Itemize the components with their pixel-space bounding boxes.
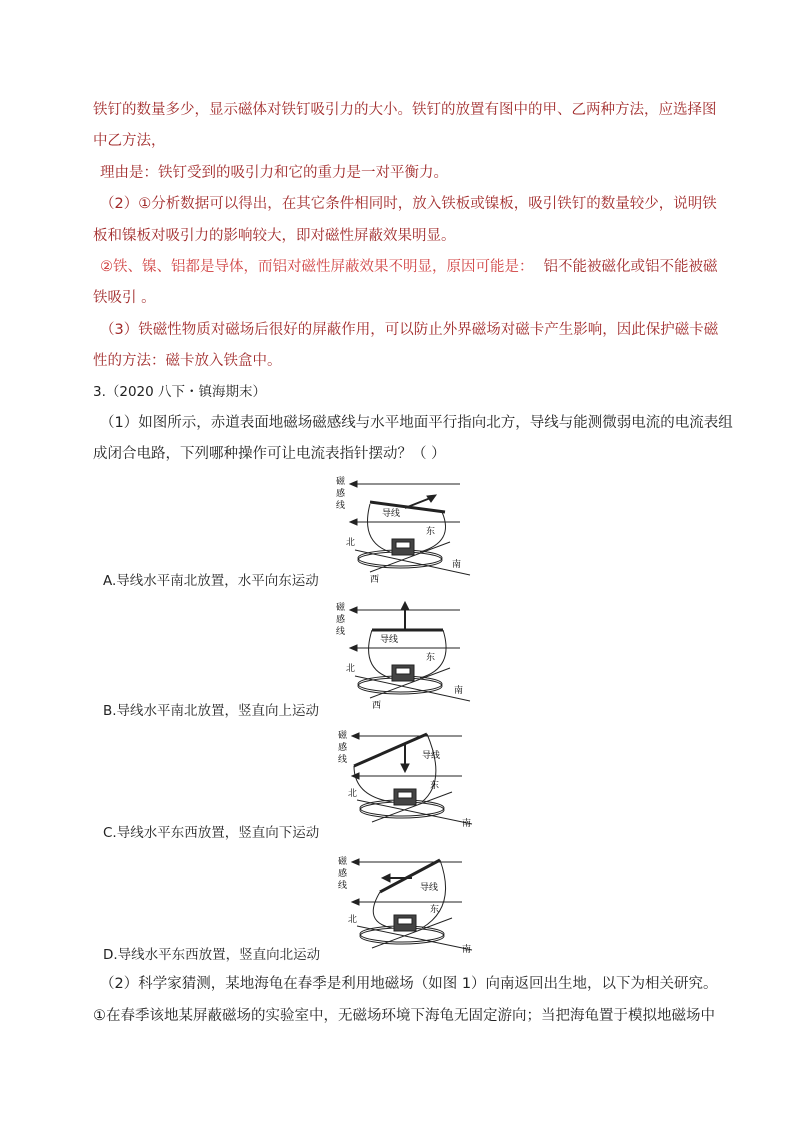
question-3-2-text-b: ①在春季该地某屏蔽磁场的实验室中，无磁场环境下海龟无固定游向；当把海龟置于模拟地磁场中 [93, 1008, 715, 1024]
arrowhead [401, 764, 409, 772]
label-west: 西 [370, 575, 380, 584]
answer-line-5a: （3）铁磁性物质对磁场后很好的屏蔽作用，可以防止外界磁场对磁卡产生影响，因此保护磁卡磁 [100, 322, 719, 338]
label-south: 南 [454, 686, 464, 696]
answer-line-5b: 性的方法：磁卡放入铁盒中。 [93, 353, 282, 369]
arrowhead [382, 874, 390, 882]
ammeter-dial [398, 792, 412, 798]
label-wire: 导线 [380, 635, 399, 645]
label-wire: 导线 [382, 509, 401, 519]
label-north: 北 [346, 538, 356, 548]
loop-wire [354, 766, 392, 802]
label-xian: 线 [338, 881, 348, 891]
ammeter-dial [396, 668, 410, 674]
label-gan: 感 [338, 869, 348, 879]
loop-wire [422, 860, 446, 928]
arrowhead [350, 519, 357, 525]
arrowhead [352, 733, 359, 739]
label-ci: 磁 [336, 477, 346, 487]
label-xian: 线 [336, 627, 346, 637]
ammeter-dial [398, 918, 412, 924]
arrowhead [350, 607, 357, 613]
answer-line-3b: 板和镍板对吸引力的影响较大，即对磁性屏蔽效果明显。 [93, 228, 456, 244]
arrowhead [352, 899, 359, 905]
label-ci: 磁 [336, 603, 346, 613]
arrowhead [427, 495, 436, 502]
label-xian: 线 [338, 755, 348, 765]
option-a[interactable]: A.导线水平南北放置，水平向东运动 [103, 573, 319, 589]
option-d[interactable]: D.导线水平东西放置，竖直向北运动 [103, 947, 321, 963]
answer-line-1a: 铁钉的数量多少，显示磁体对铁钉吸引力的大小。铁钉的放置有图中的甲、乙两种方法，应选择图 [93, 102, 717, 118]
label-wire: 导线 [420, 883, 439, 893]
label-east: 东 [430, 905, 440, 915]
answer-line-4b: 铁吸引 。 [93, 290, 156, 306]
figure-a [330, 472, 480, 584]
label-north: 北 [348, 789, 358, 799]
ammeter-dial [396, 542, 410, 548]
loop-wire [373, 892, 392, 928]
answer-line-3a: （2）①分析数据可以得出，在其它条件相同时，放入铁板或镍板，吸引铁钉的数量较少，说明铁 [100, 196, 717, 212]
label-east: 东 [430, 781, 440, 791]
arrowhead [401, 602, 409, 610]
question-3-2-text-a: （2）科学家猜测，某地海龟在春季是利用地磁场（如图 1）向南返回出生地，以下为相关研究。 [100, 976, 718, 992]
conductor-wire [354, 734, 427, 766]
label-east: 东 [426, 527, 436, 537]
answer-line-2: 理由是：铁钉受到的吸引力和它的重力是一对平衡力。 [100, 165, 448, 181]
figure-d [332, 852, 482, 956]
label-ci: 磁 [338, 731, 348, 741]
answer-line-4a-prefix: ②铁、镍、铝都是导体，而铝对磁性屏蔽效果不明显，原因可能是： [100, 259, 534, 275]
label-east: 东 [426, 653, 436, 663]
label-ci: 磁 [338, 857, 348, 867]
label-west: 西 [372, 701, 382, 710]
answer-line-4a [100, 257, 718, 277]
label-gan: 感 [336, 489, 346, 499]
option-c[interactable]: C.导线水平东西放置，竖直向下运动 [103, 825, 320, 841]
arrowhead [350, 481, 357, 487]
figure-b [330, 598, 480, 710]
answer-line-1b: 中乙方法， [93, 133, 166, 149]
option-b[interactable]: B.导线水平南北放置，竖直向上运动 [103, 703, 320, 719]
answer-line-4a-answer: 铝不能被磁化或铝不能被磁 [543, 259, 718, 275]
question-3-text-a: （1）如图所示，赤道表面地磁场磁感线与水平地面平行指向北方，导线与能测微弱电流的电流表组 [100, 415, 733, 431]
label-south: 南 [462, 945, 472, 955]
question-3-header: 3.（2020 八下・镇海期末） [93, 384, 267, 400]
label-gan: 感 [336, 615, 346, 625]
label-south: 南 [462, 819, 472, 829]
label-wire: 导线 [422, 751, 441, 761]
figure-c [332, 726, 482, 830]
question-3-text-b: 成闭合电路，下列哪种操作可让电流表指针摆动？（ ） [93, 446, 446, 462]
label-gan: 感 [338, 743, 348, 753]
label-south: 南 [452, 560, 462, 570]
arrowhead [350, 645, 357, 651]
label-north: 北 [348, 915, 358, 925]
arrowhead [352, 859, 359, 865]
loop-wire [422, 734, 436, 802]
label-xian: 线 [336, 501, 346, 511]
label-north: 北 [346, 664, 356, 674]
